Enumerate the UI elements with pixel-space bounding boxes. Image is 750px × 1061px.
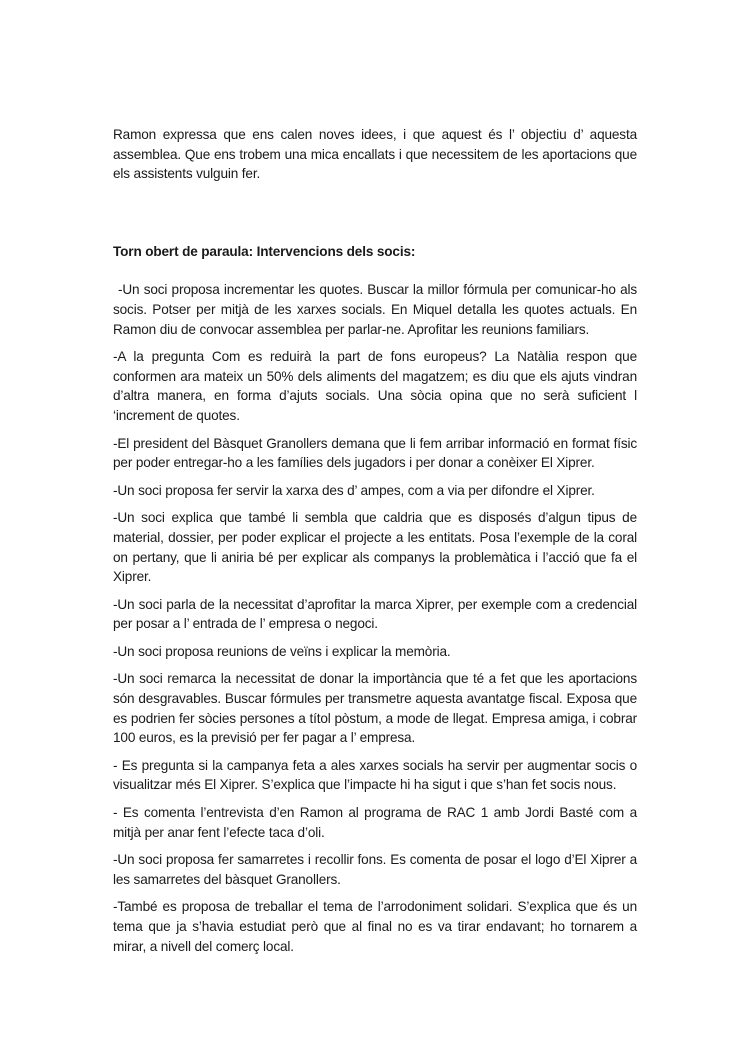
- intervention-item: -Un soci proposa reunions de veïns i explicar la memòria.: [113, 643, 451, 659]
- intro-paragraph: Ramon expressa que ens calen noves idees, i que aquest és l’ objectiu d’ aquesta assemblea. Que ens trobem una mica encallats i que necessitem de les aportacions que els assistents vulguin fer.: [113, 127, 637, 182]
- intervention-item: -També es proposa de treballar el tema de l’arrodoniment solidari. S’explica que és un tema que ja s’havia estudiat però que al final no es va tirar endavant; ho tornarem a mirar, a nivell del comerç local.: [113, 899, 637, 954]
- intervention-item: -Un soci remarca la necessitat de donar la importància que té a fet que les aportacions són desgravables. Buscar fórmules per transmetre aquesta avantatge fiscal. Exposa que es podrien fer sòcies persones a títol pòstum, a mode de llegat. Empresa amiga, i cobrar 100 euros, es la previsió per fer pagar a l’ empresa.: [113, 671, 637, 746]
- intervention-item: - Es comenta l’entrevista d’en Ramon al programa de RAC 1 amb Jordi Basté com a mitjà per anar fent l’efecte taca d’oli.: [113, 805, 637, 840]
- intervention-item: -El president del Bàsquet Granollers demana que li fem arribar informació en format físic per poder entregar-ho a les famílies dels jugadors i per donar a conèixer El Xiprer.: [113, 435, 637, 471]
- intervention-item: -Un soci proposa fer servir la xarxa des d’ ampes, com a via per difondre el Xiprer.: [113, 482, 595, 498]
- intervention-item: -A la pregunta Com es reduirà la part de fons europeus? La Natàlia respon que conformen ara mateix un 50% dels aliments del magatzem; es diu que els ajuts vindran d’altra manera, en forma d’ajuts socials. Una sòcia opina que no serà suficient l ‘increment de quotes.: [113, 349, 637, 423]
- intervention-item: -Un soci parla de la necessitat d’aprofitar la marca Xiprer, per exemple com a credencial per posar a l’ entrada de l’ empresa o negoci.: [113, 596, 637, 632]
- document-page: [113, 125, 637, 964]
- intervention-item: -Un soci proposa fer samarretes i recollir fons. Es comenta de posar el logo d’El Xiprer a les samarretes del bàsquet Granollers.: [113, 852, 637, 887]
- section-heading: Torn obert de paraula: Intervencions dels socis:: [113, 243, 416, 259]
- intervention-item: -Un soci proposa incrementar les quotes. Buscar la millor fórmula per comunicar-ho als socis. Potser per mitjà de les xarxes socials. En Miquel detalla les quotes actuals. En Ramon diu de convocar assemblea per parlar-ne. Aprofitar les reunions familiars.: [113, 282, 637, 337]
- intervention-item: - Es pregunta si la campanya feta a ales xarxes socials ha servir per augmentar socis o visualitzar més El Xiprer. S’explica que l’impacte hi ha sigut i que s’han fet socis nous.: [113, 757, 637, 793]
- intervention-item: -Un soci explica que també li sembla que caldria que es disposés d’algun tipus de material, dossier, per poder explicar el projecte a les entitats. Posa l’exemple de la coral on pertany, que li aniria bé per explicar als companys la problemàtica i l’acció que fa el Xiprer.: [113, 510, 637, 585]
